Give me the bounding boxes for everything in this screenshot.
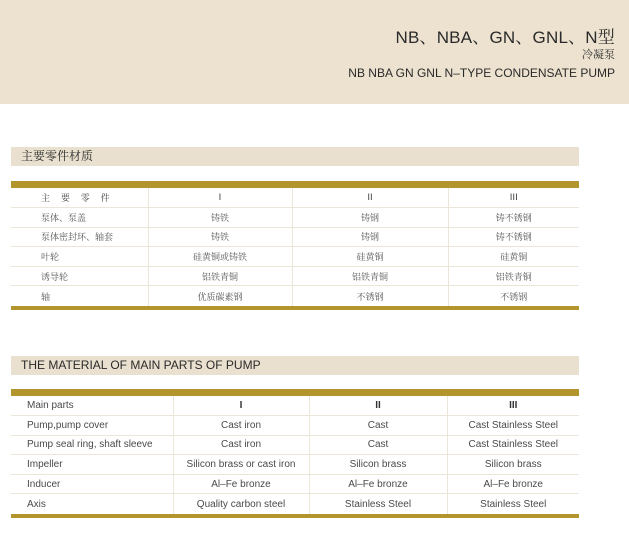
column-header: I xyxy=(148,188,292,208)
material-cell: 优质碳素钢 xyxy=(148,286,292,306)
materials-table-cn xyxy=(11,181,579,310)
material-cell: Stainless Steel xyxy=(447,494,579,514)
material-cell: 铝铁青铜 xyxy=(448,266,579,286)
material-cell: Cast iron xyxy=(173,435,309,455)
part-name: 叶轮 xyxy=(11,247,148,267)
table-row xyxy=(11,208,579,228)
part-name: 泵体密封环、轴套 xyxy=(11,227,148,247)
part-name: Pump seal ring, shaft sleeve xyxy=(11,435,173,455)
material-cell: 硅黄铜或铸铁 xyxy=(148,247,292,267)
table-top-rule xyxy=(11,389,579,396)
table-row xyxy=(11,494,579,514)
section-title-cn: 主要零件材质 xyxy=(11,147,579,166)
table-row xyxy=(11,227,579,247)
column-header: II xyxy=(292,188,448,208)
material-cell: 铝铁青铜 xyxy=(148,266,292,286)
material-cell: Cast xyxy=(309,416,447,436)
part-name: 诱导轮 xyxy=(11,266,148,286)
material-cell: 铸铁 xyxy=(148,227,292,247)
material-cell: 铝铁青铜 xyxy=(292,266,448,286)
material-cell: 硅黄铜 xyxy=(292,247,448,267)
table-top-rule xyxy=(11,181,579,188)
material-cell: 铸钢 xyxy=(292,227,448,247)
materials-table-en xyxy=(11,389,579,518)
material-cell: Silicon brass xyxy=(309,455,447,475)
column-header: III xyxy=(448,188,579,208)
column-header: Main parts xyxy=(11,396,173,416)
table-row xyxy=(11,247,579,267)
table-row xyxy=(11,455,579,475)
material-cell: 硅黄铜 xyxy=(448,247,579,267)
table-bottom-rule xyxy=(11,514,579,518)
material-cell: 铸钢 xyxy=(292,208,448,228)
material-cell: 铸不锈钢 xyxy=(448,208,579,228)
material-cell: Cast xyxy=(309,435,447,455)
part-name: 轴 xyxy=(41,292,51,303)
column-header: I xyxy=(173,396,309,416)
page-title: NB、NBA、GN、GNL、N型 xyxy=(395,28,615,47)
part-name: 泵体、泵盖 xyxy=(11,208,148,228)
section-title-en: THE MATERIAL OF MAIN PARTS OF PUMP xyxy=(11,356,579,375)
material-cell: Stainless Steel xyxy=(309,494,447,514)
table-bottom-rule xyxy=(11,306,579,310)
material-cell: 铸不锈钢 xyxy=(448,227,579,247)
material-cell: Al–Fe bronze xyxy=(447,474,579,494)
material-cell: 不锈钢 xyxy=(292,286,448,306)
table-row xyxy=(11,435,579,455)
table-header-row xyxy=(11,396,579,416)
table-row xyxy=(11,474,579,494)
column-header: 主 要 零 件 xyxy=(11,188,148,208)
material-cell: 铸铁 xyxy=(148,208,292,228)
material-cell: Al–Fe bronze xyxy=(309,474,447,494)
table-row xyxy=(11,416,579,436)
part-name: Impeller xyxy=(11,455,173,475)
material-cell: Cast iron xyxy=(173,416,309,436)
material-cell: Cast Stainless Steel xyxy=(447,435,579,455)
column-header: III xyxy=(447,396,579,416)
table-row xyxy=(11,286,579,306)
material-cell: Al–Fe bronze xyxy=(173,474,309,494)
part-name: Axis xyxy=(27,498,46,510)
material-cell: Silicon brass xyxy=(447,455,579,475)
material-cell: Cast Stainless Steel xyxy=(447,416,579,436)
header-band xyxy=(0,0,629,104)
material-cell: Silicon brass or cast iron xyxy=(173,455,309,475)
table-row xyxy=(11,266,579,286)
part-name: Inducer xyxy=(11,474,173,494)
column-header: II xyxy=(309,396,447,416)
page-subtitle-cn: 冷凝泵 xyxy=(582,48,615,61)
page-subtitle-en: NB NBA GN GNL N–TYPE CONDENSATE PUMP xyxy=(348,66,615,80)
part-name: Pump,pump cover xyxy=(11,416,173,436)
material-cell: 不锈钢 xyxy=(448,286,579,306)
material-cell: Quality carbon steel xyxy=(173,494,309,514)
table-header-row xyxy=(11,188,579,208)
